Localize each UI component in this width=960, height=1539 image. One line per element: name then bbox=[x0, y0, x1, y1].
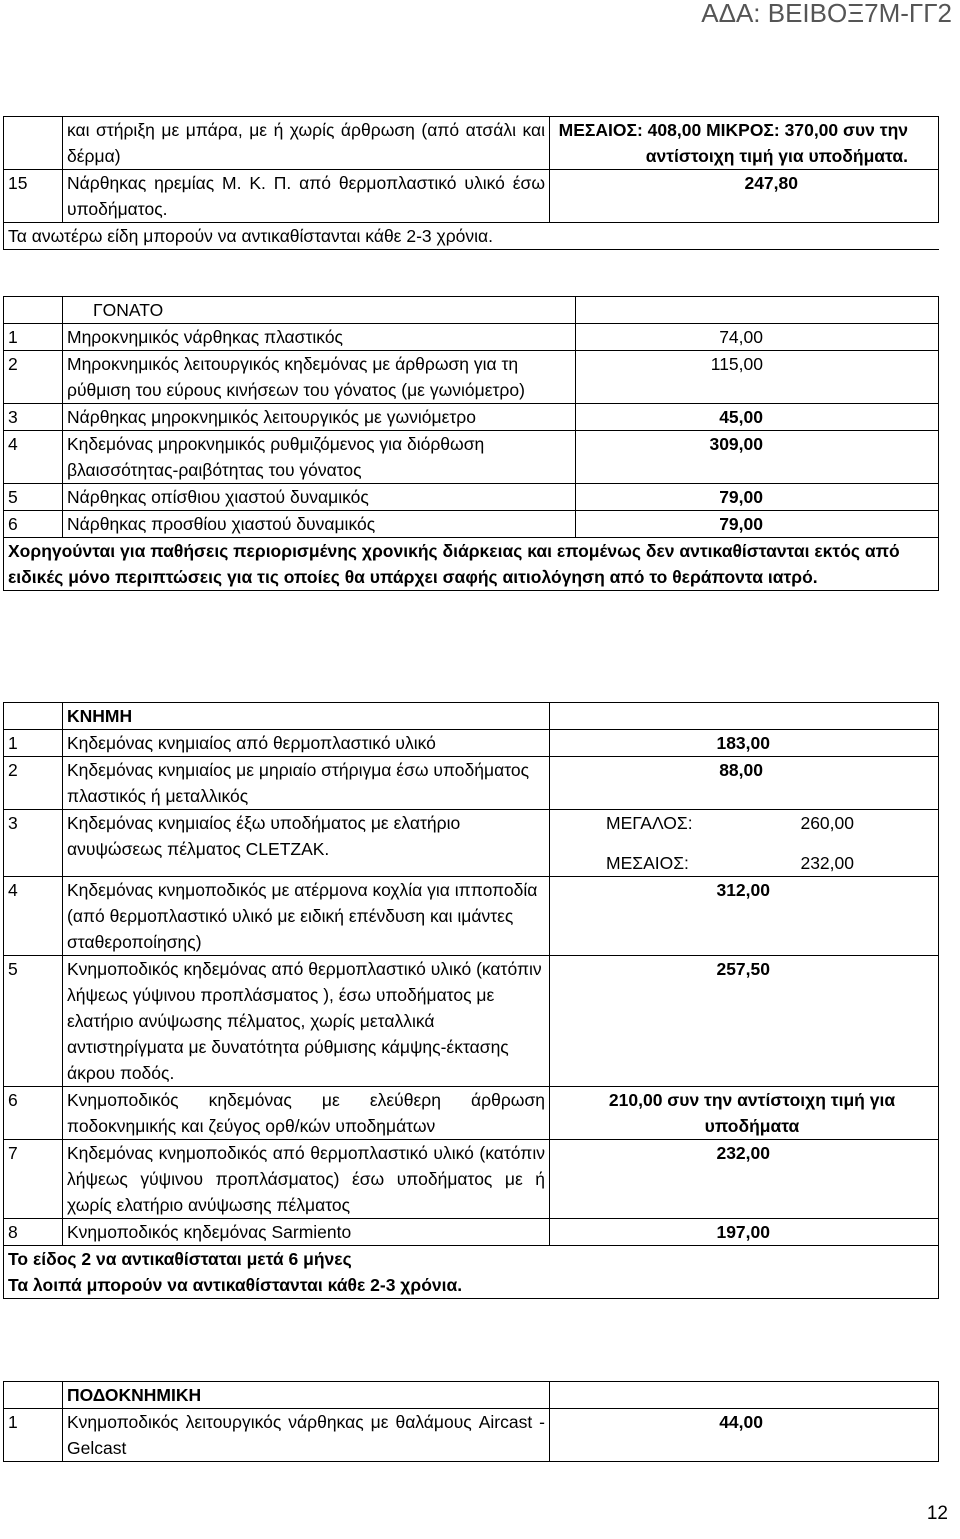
row-price: 79,00 bbox=[576, 511, 939, 538]
table-row bbox=[4, 1087, 939, 1140]
row-num: 6 bbox=[4, 1087, 63, 1140]
section-note: Χορηγούνται για παθήσεις περιορισμένης χρονικής διάρκειας και επομένως δεν αντικαθίστανται εκτός από ειδικές μόνο περιπτώσεις για τις οποίες θα υπάρχει σαφής αιτιολόγηση από το θεράποντα ιατρό. bbox=[4, 538, 939, 591]
table-row bbox=[4, 1140, 939, 1219]
row-price bbox=[550, 1382, 939, 1409]
row-desc: Μηροκνημικός νάρθηκας πλαστικός bbox=[63, 324, 576, 351]
row-num: 5 bbox=[4, 484, 63, 511]
table-row bbox=[4, 1246, 939, 1299]
size-large bbox=[606, 810, 934, 836]
row-price: 197,00 bbox=[550, 1219, 939, 1246]
row-desc: Κηδεμόνας κνημιαίος έξω υποδήματος με ελατήριο ανυψώσεως πέλματος CLETZAK. bbox=[63, 810, 550, 877]
row-num: 7 bbox=[4, 1140, 63, 1219]
gonato-table bbox=[3, 296, 939, 591]
table-row bbox=[4, 1382, 939, 1409]
row-desc: Νάρθηκας μηροκνημικός λειτουργικός με γωνιόμετρο bbox=[63, 404, 576, 431]
table-row bbox=[4, 877, 939, 956]
row-price bbox=[550, 703, 939, 730]
row-num: 8 bbox=[4, 1219, 63, 1246]
row-price: 257,50 bbox=[550, 956, 939, 1087]
row-num: 6 bbox=[4, 511, 63, 538]
table-row bbox=[4, 117, 939, 170]
size-large-label: ΜΕΓΑΛΟΣ: bbox=[606, 813, 693, 833]
table-row bbox=[4, 324, 939, 351]
table-row bbox=[4, 703, 939, 730]
table-row bbox=[4, 1219, 939, 1246]
row-price: 74,00 bbox=[576, 324, 939, 351]
row-num: 1 bbox=[4, 1409, 63, 1462]
table-row bbox=[4, 730, 939, 757]
table-row bbox=[4, 170, 939, 223]
section-title: ΠΟΔΟΚΝΗΜΙΚΗ bbox=[63, 1382, 550, 1409]
table-row bbox=[4, 1409, 939, 1462]
table-row bbox=[4, 511, 939, 538]
row-desc: Νάρθηκας προσθίου χιαστού δυναμικός bbox=[63, 511, 576, 538]
row-num bbox=[4, 703, 63, 730]
row-desc: Κηδεμόνας κνημοποδικός από θερμοπλαστικό υλικό (κατόπιν λήψεως γύψινου προπλάσματος) έσω υποδήματος με ή χωρίς ελατήριο ανύψωσης πέλματος bbox=[63, 1140, 550, 1219]
section-note: Τα ανωτέρω είδη μπορούν να αντικαθίστανται κάθε 2-3 χρόνια. bbox=[4, 223, 939, 250]
row-price bbox=[576, 297, 939, 324]
row-desc: Νάρθηκας ηρεμίας Μ. Κ. Π. από θερμοπλαστικό υλικό έσω υποδήματος. bbox=[63, 170, 550, 223]
table-row bbox=[4, 810, 939, 877]
row-num: 4 bbox=[4, 877, 63, 956]
row-num: 2 bbox=[4, 757, 63, 810]
row-num: 4 bbox=[4, 431, 63, 484]
row-price: 312,00 bbox=[550, 877, 939, 956]
section-note-line: Το είδος 2 να αντικαθίσταται μετά 6 μήνες bbox=[8, 1249, 352, 1269]
row-num: 5 bbox=[4, 956, 63, 1087]
knimi-table bbox=[3, 702, 939, 1299]
row-num bbox=[4, 117, 63, 170]
row-desc: Κνημοποδικός κηδεμόνας Sarmiento bbox=[63, 1219, 550, 1246]
table-row bbox=[4, 297, 939, 324]
row-num: 3 bbox=[4, 404, 63, 431]
row-desc: Κνημοποδικός κηδεμόνας με ελεύθερη άρθρωση ποδοκνημικής και ζεύγος ορθ/κών υποδημάτων bbox=[63, 1087, 550, 1140]
row-num: 1 bbox=[4, 324, 63, 351]
row-desc: Νάρθηκας οπίσθιου χιαστού δυναμικός bbox=[63, 484, 576, 511]
table-row bbox=[4, 484, 939, 511]
row-price: 115,00 bbox=[576, 351, 939, 404]
row-desc: Κηδεμόνας κνημιαίος με μηριαίο στήριγμα έσω υποδήματος πλαστικός ή μεταλλικός bbox=[63, 757, 550, 810]
row-num: 2 bbox=[4, 351, 63, 404]
ada-code: ΑΔΑ: ΒΕΙΒΟΞ7Μ-ΓΓ2 bbox=[701, 0, 952, 28]
row-num bbox=[4, 1382, 63, 1409]
row-price: 79,00 bbox=[576, 484, 939, 511]
size-medium-price: 232,00 bbox=[800, 853, 854, 873]
table-row bbox=[4, 757, 939, 810]
section-title: ΚΝΗΜΗ bbox=[63, 703, 550, 730]
section-note-line: Τα λοιπά μπορούν να αντικαθίστανται κάθε 2-3 χρόνια. bbox=[8, 1275, 463, 1295]
row-desc: και στήριξη με μπάρα, με ή χωρίς άρθρωση (από ατσάλι και δέρμα) bbox=[63, 117, 550, 170]
prev-section-table bbox=[3, 116, 939, 250]
size-medium bbox=[606, 850, 934, 876]
row-price: 88,00 bbox=[550, 757, 939, 810]
section-note bbox=[4, 1246, 939, 1299]
table-row bbox=[4, 223, 939, 250]
section-title: ΓΟΝΑΤΟ bbox=[63, 297, 576, 324]
row-price: 210,00 συν την αντίστοιχη τιμή για υποδήματα bbox=[550, 1087, 939, 1140]
row-desc: Κηδεμόνας κνημιαίος από θερμοπλαστικό υλικό bbox=[63, 730, 550, 757]
row-num: 1 bbox=[4, 730, 63, 757]
size-prices bbox=[550, 810, 939, 877]
table-row bbox=[4, 538, 939, 591]
row-num: 15 bbox=[4, 170, 63, 223]
row-num: 3 bbox=[4, 810, 63, 877]
row-price: 247,80 bbox=[550, 170, 939, 223]
podoknimiki-table bbox=[3, 1381, 939, 1462]
row-num bbox=[4, 297, 63, 324]
row-price: 309,00 bbox=[576, 431, 939, 484]
row-desc: Μηροκνημικός λειτουργικός κηδεμόνας με άρθρωση για τη ρύθμιση του εύρους κινήσεων του γόνατος (με γωνιόμετρο) bbox=[63, 351, 576, 404]
page-number: 12 bbox=[926, 1503, 948, 1524]
row-price: ΜΕΣΑΙΟΣ: 408,00 ΜΙΚΡΟΣ: 370,00 συν την αντίστοιχη τιμή για υποδήματα. bbox=[550, 117, 939, 170]
table-row bbox=[4, 956, 939, 1087]
row-desc: Κηδεμόνας κνημοποδικός με ατέρμονα κοχλία για ιπποποδία (από θερμοπλαστικό υλικό με ειδική επένδυση και ιμάντες σταθεροποίησης) bbox=[63, 877, 550, 956]
row-price: 45,00 bbox=[576, 404, 939, 431]
table-row bbox=[4, 431, 939, 484]
row-price: 44,00 bbox=[550, 1409, 939, 1462]
size-large-price: 260,00 bbox=[800, 813, 854, 833]
row-desc: Κηδεμόνας μηροκνημικός ρυθμιζόμενος για διόρθωση βλαισσότητας-ραιβότητας του γόνατος bbox=[63, 431, 576, 484]
row-desc: Κνημοποδικός λειτουργικός νάρθηκας με θαλάμους Aircast - Gelcast bbox=[63, 1409, 550, 1462]
table-row bbox=[4, 404, 939, 431]
size-medium-label: ΜΕΣΑΙΟΣ: bbox=[606, 853, 689, 873]
row-desc: Κνημοποδικός κηδεμόνας από θερμοπλαστικό υλικό (κατόπιν λήψεως γύψινου προπλάσματος ), έσω υποδήματος με ελατήριο ανύψωσης πέλματος, χωρίς μεταλλικά αντιστηρίγματα με δυνατότητα ρύθμισης κάμψης-έκτασης άκρου ποδός. bbox=[63, 956, 550, 1087]
table-row bbox=[4, 351, 939, 404]
row-price: 232,00 bbox=[550, 1140, 939, 1219]
row-price: 183,00 bbox=[550, 730, 939, 757]
